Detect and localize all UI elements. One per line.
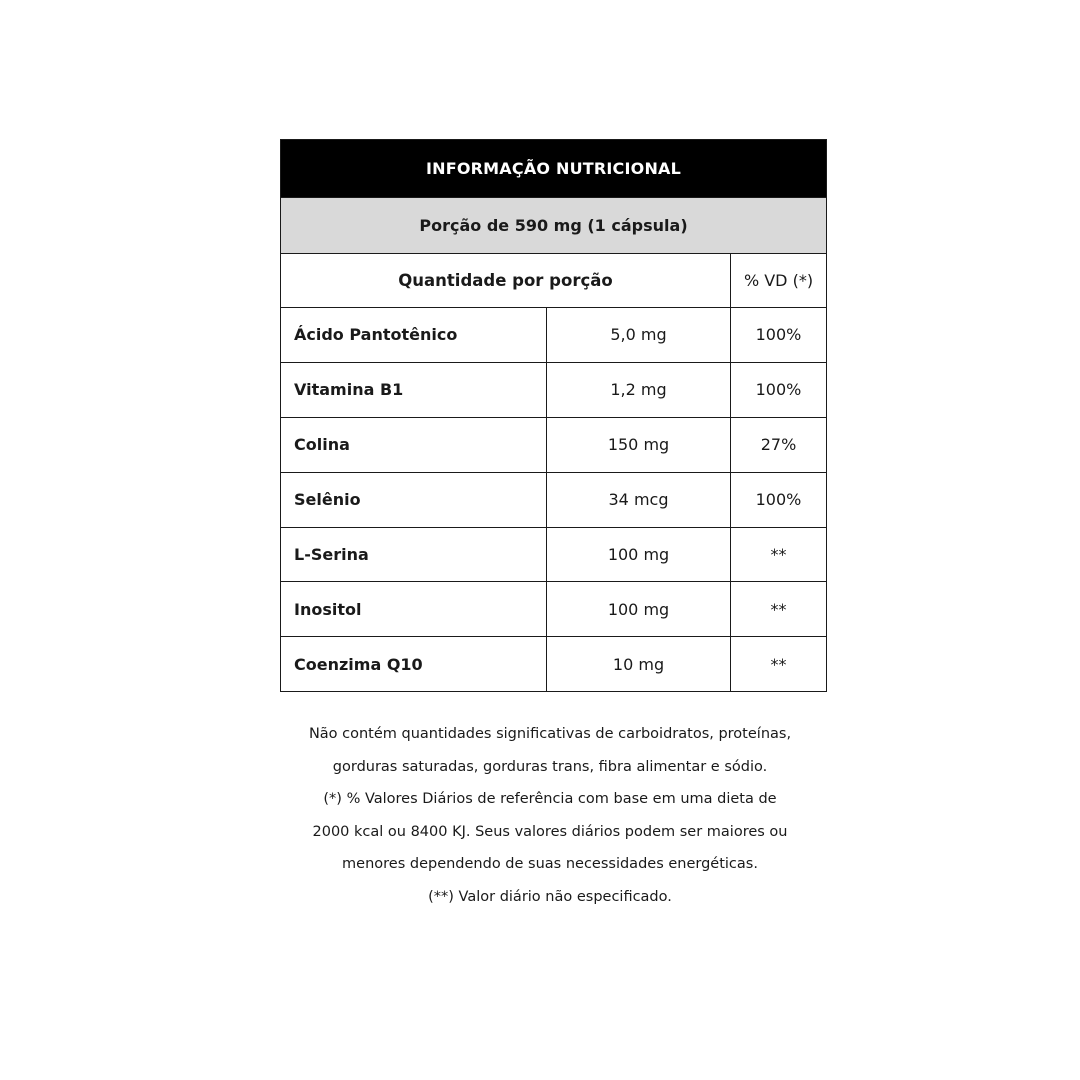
footnote-line: 2000 kcal ou 8400 KJ. Seus valores diários podem ser maiores ou [312,823,788,840]
nutrition-table [280,139,827,692]
nutrient-name: Inositol [281,582,547,637]
nutrient-vd: 100% [731,308,827,363]
nutrient-name: Colina [281,417,547,472]
nutrient-name: Ácido Pantotênico [281,308,547,363]
nutrient-vd: ** [731,637,827,692]
table-row [281,362,827,417]
footnote-line: menores dependendo de suas necessidades energéticas. [342,856,758,872]
nutrient-amount: 100 mg [547,527,731,582]
table-row [281,637,827,692]
nutrient-amount: 10 mg [547,637,731,692]
nutrient-vd: ** [731,582,827,637]
footnotes [240,718,860,913]
table-row [281,417,827,472]
title-row [281,140,827,198]
nutrient-amount: 34 mcg [547,472,731,527]
table-row [281,308,827,363]
footnote-line: Não contém quantidades significativas de carboidratos, proteínas, [308,726,792,742]
vd-header: % VD (*) [731,254,827,308]
nutrient-name: L-Serina [281,527,547,582]
nutrient-vd: ** [731,527,827,582]
column-header-row [281,254,827,308]
nutrition-facts-panel [280,139,826,692]
portion-row [281,198,827,254]
table-row [281,527,827,582]
footnote-line: (**) Valor diário não especificado. [428,888,672,905]
table-title: INFORMAÇÃO NUTRICIONAL [281,140,827,198]
nutrient-amount: 5,0 mg [547,308,731,363]
table-row [281,472,827,527]
nutrient-vd: 100% [731,362,827,417]
nutrient-name: Vitamina B1 [281,362,547,417]
quantity-header: Quantidade por porção [281,254,731,308]
table-row [281,582,827,637]
footnote-line: (*) % Valores Diários de referência com base em uma dieta de [323,791,777,807]
nutrient-amount: 1,2 mg [547,362,731,417]
portion-size: Porção de 590 mg (1 cápsula) [281,198,827,254]
nutrient-name: Selênio [281,472,547,527]
nutrient-amount: 150 mg [547,417,731,472]
nutrient-amount: 100 mg [547,582,731,637]
nutrient-name: Coenzima Q10 [281,637,547,692]
nutrient-vd: 27% [731,417,827,472]
footnote-line: gorduras saturadas, gorduras trans, fibra alimentar e sódio. [332,758,768,775]
nutrient-vd: 100% [731,472,827,527]
